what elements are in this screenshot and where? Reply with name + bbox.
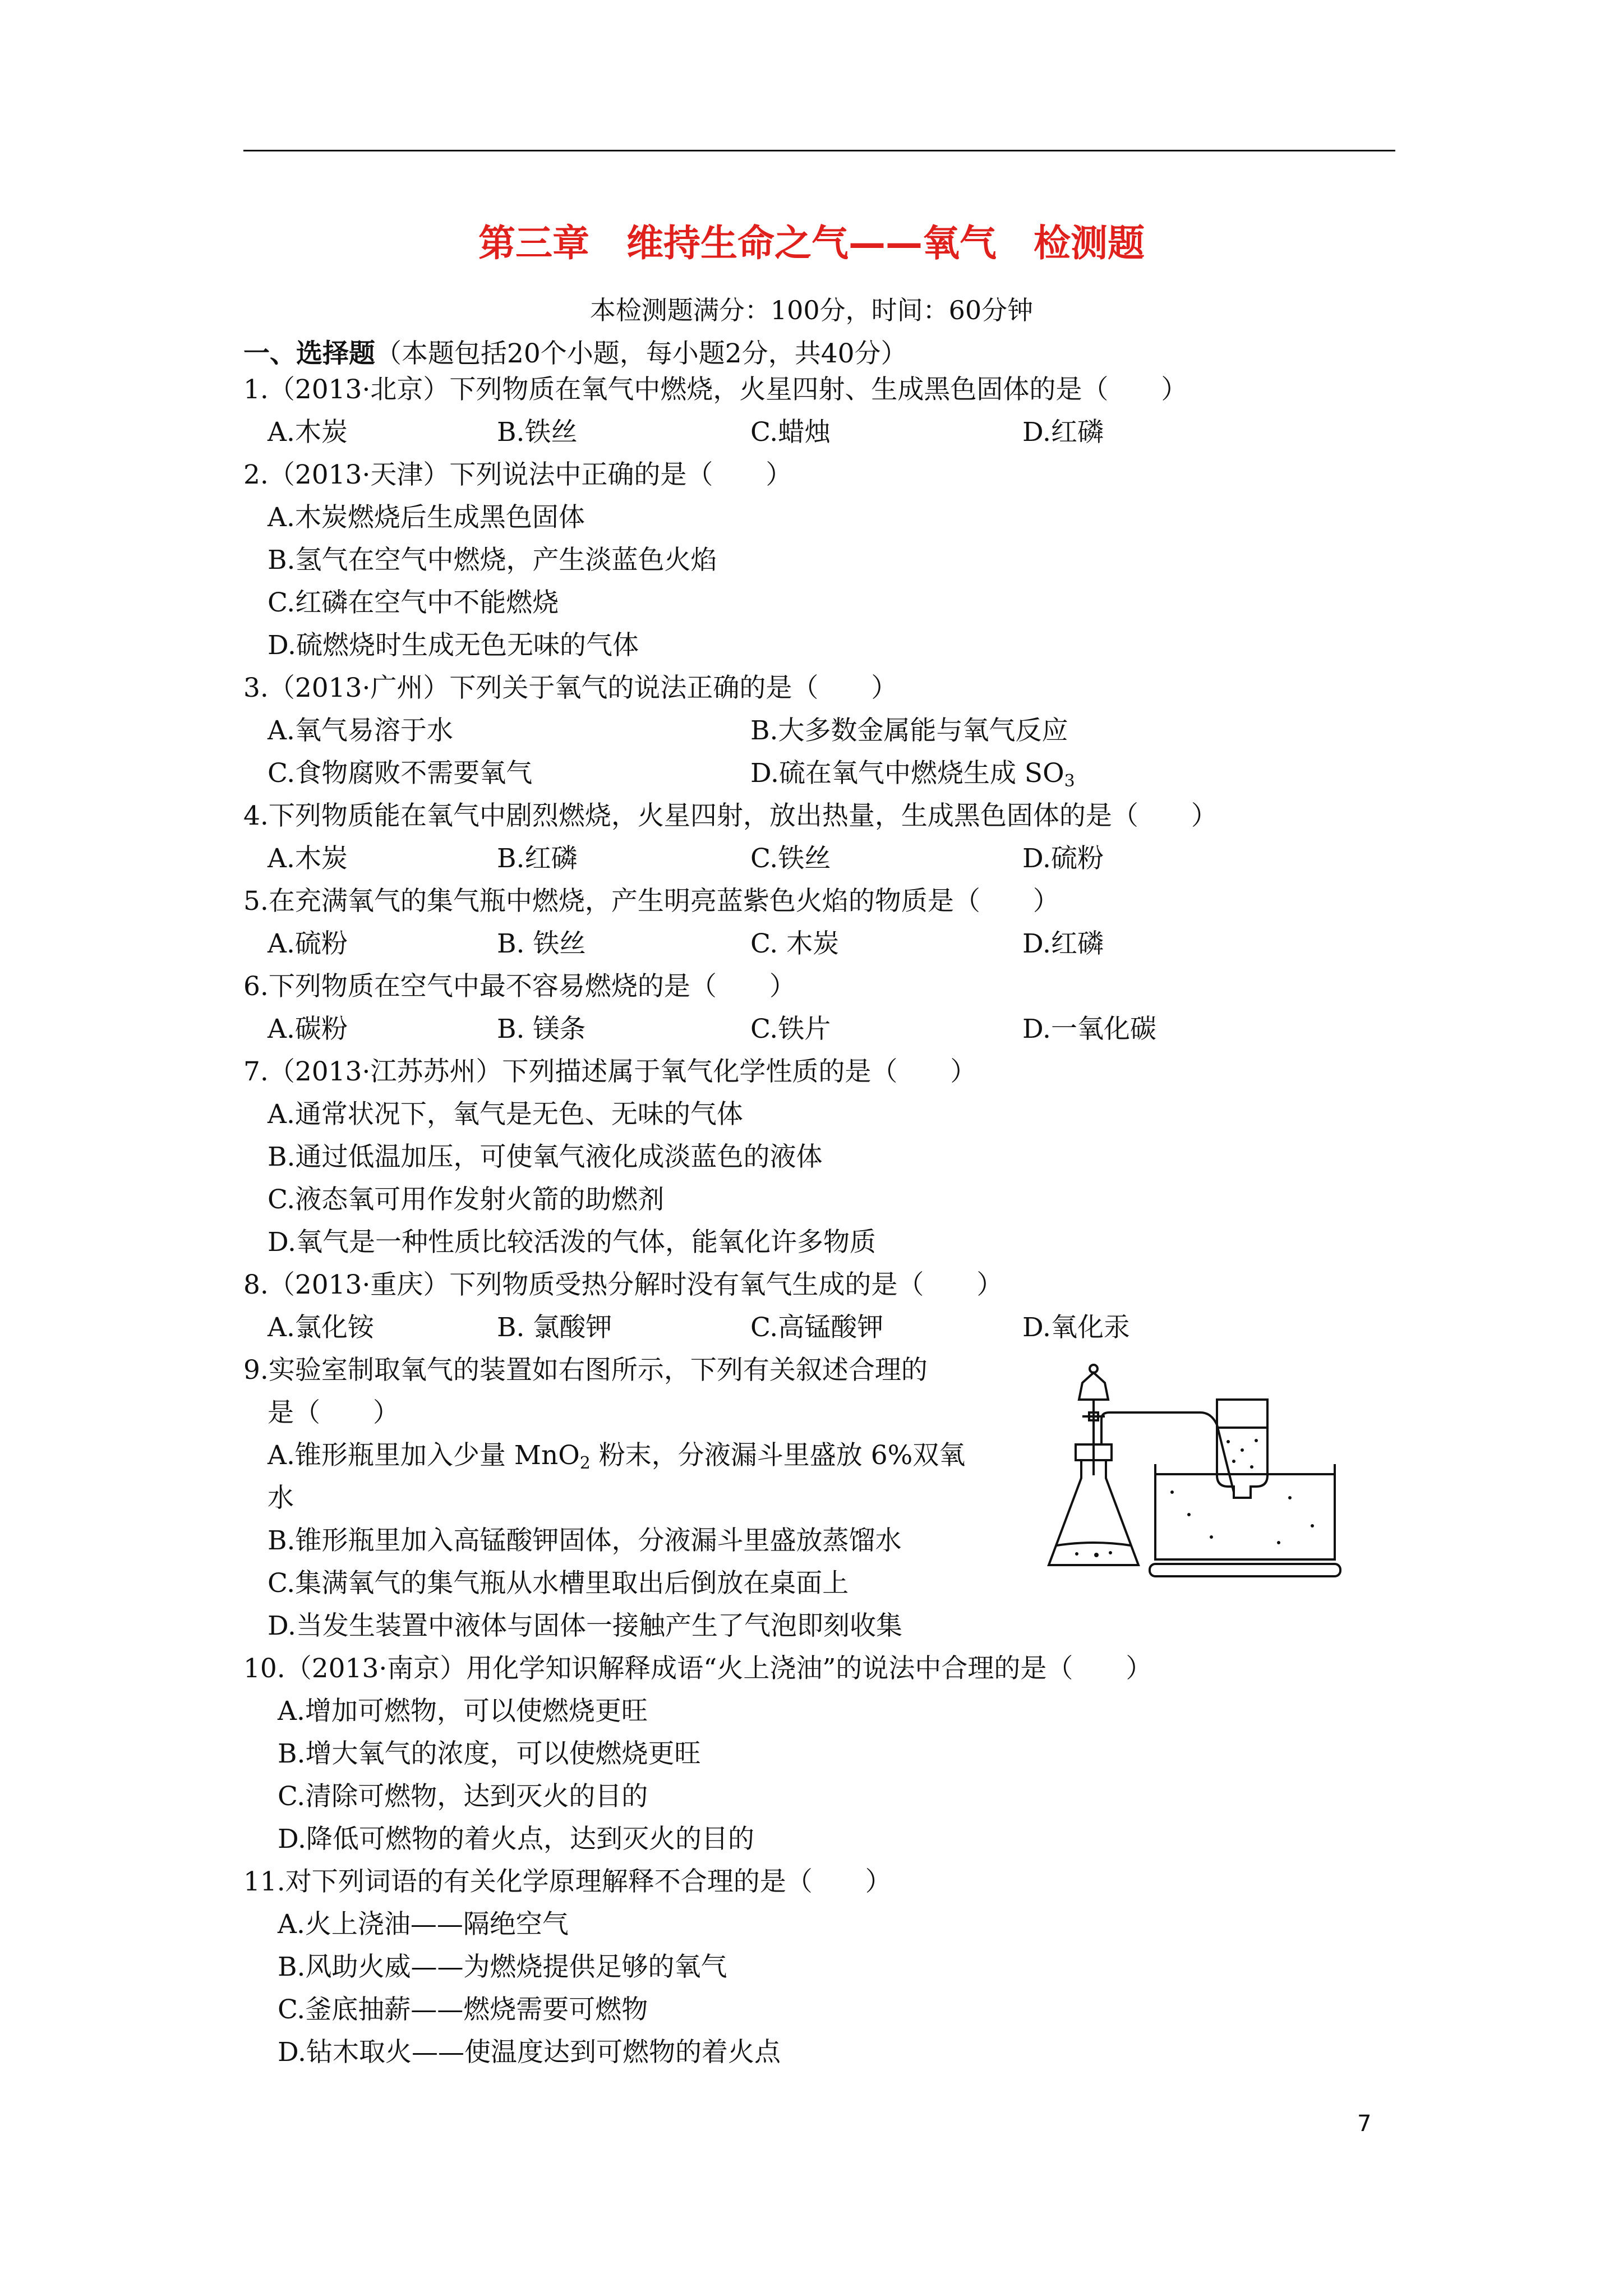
question-3-option-a: A.氧气易溶于水 — [268, 715, 453, 746]
question-1-option-d: D.红磷 — [1022, 417, 1104, 448]
question-10-option-a: A.增加可燃物，可以使燃烧更旺 — [278, 1696, 648, 1727]
question-9-option-c: C.集满氧气的集气瓶从水槽里取出后倒放在桌面上 — [268, 1568, 849, 1599]
question-5-option-a: A.硫粉 — [268, 928, 348, 959]
question-9-stem-continued: 是（ ） — [268, 1397, 399, 1428]
question-10-option-c: C.清除可燃物，达到灭火的目的 — [278, 1781, 648, 1812]
question-1-stem: 1.（2013·北京）下列物质在氧气中燃烧，火星四射、生成黑色固体的是（ ） — [243, 374, 1188, 405]
question-11-option-b: B.风助火威——为燃烧提供足够的氧气 — [278, 1952, 727, 1982]
question-9-option-b: B.锥形瓶里加入高锰酸钾固体，分液漏斗里盛放蒸馏水 — [268, 1525, 902, 1556]
question-9-option-a-subscript: 2 — [579, 1453, 591, 1473]
question-4-stem: 4.下列物质能在氧气中剧烈燃烧，火星四射，放出热量，生成黑色固体的是（ ） — [243, 800, 1218, 831]
separatory-funnel — [1079, 1373, 1108, 1400]
conical-flask — [1049, 1460, 1138, 1565]
question-3-option-d-text: D.硫在氧气中燃烧生成 SO — [750, 758, 1064, 789]
question-9-option-a-text: A.锥形瓶里加入少量 MnO — [268, 1440, 580, 1471]
question-11-option-c: C.釜底抽薪——燃烧需要可燃物 — [278, 1994, 648, 2025]
page-title: 第三章 维持生命之气——氧气 检测题 — [478, 222, 1145, 265]
question-11-option-a: A.火上浇油——隔绝空气 — [278, 1909, 569, 1940]
question-1-option-c: C.蜡烛 — [750, 417, 831, 448]
question-5-stem: 5.在充满氧气的集气瓶中燃烧，产生明亮蓝紫色火焰的物质是（ ） — [243, 886, 1059, 917]
question-3-option-b: B.大多数金属能与氧气反应 — [750, 715, 1068, 746]
flask-liquid-line — [1057, 1543, 1131, 1545]
question-11-stem: 11.对下列词语的有关化学原理解释不合理的是（ ） — [243, 1866, 892, 1897]
question-4-option-b: B.红磷 — [497, 843, 578, 874]
question-9-option-a-text-tail: 粉末，分液漏斗里盛放 6%双氧 — [590, 1440, 966, 1471]
page-subtitle: 本检测题满分：100分，时间：60分钟 — [589, 295, 1034, 325]
question-5-option-d: D.红磷 — [1022, 928, 1104, 959]
question-2-option-b: B.氢气在空气中燃烧，产生淡蓝色火焰 — [268, 545, 717, 576]
question-6-option-d: D.一氧化碳 — [1022, 1014, 1156, 1045]
section-note: （本题包括20个小题，每小题2分，共40分） — [375, 338, 907, 369]
question-7-option-d: D.氧气是一种性质比较活泼的气体，能氧化许多物质 — [268, 1227, 876, 1258]
question-7-stem: 7.（2013·江苏苏州）下列描述属于氧气化学性质的是（ ） — [243, 1056, 977, 1087]
oxygen-apparatus-figure — [1043, 1346, 1357, 1593]
question-3-option-d — [750, 757, 1075, 790]
question-3-option-c: C.食物腐败不需要氧气 — [268, 758, 533, 789]
question-6-option-c: C.铁片 — [750, 1014, 831, 1045]
question-2-option-d: D.硫燃烧时生成无色无味的气体 — [268, 630, 639, 661]
question-9-stem: 9.实验室制取氧气的装置如右图所示，下列有关叙述合理的 — [243, 1355, 928, 1386]
question-9-option-a-continued: 水 — [268, 1483, 294, 1513]
question-10-stem: 10.（2013·南京）用化学知识解释成语“火上浇油”的说法中合理的是（ ） — [243, 1653, 1152, 1684]
question-11-option-d: D.钻木取火——使温度达到可燃物的着火点 — [278, 2037, 781, 2068]
question-6-stem: 6.下列物质在空气中最不容易燃烧的是（ ） — [243, 971, 796, 1002]
question-5-option-c: C. 木炭 — [750, 928, 840, 959]
question-10-option-d: D.降低可燃物的着火点，达到灭火的目的 — [278, 1824, 754, 1855]
question-8-option-a: A.氯化铵 — [268, 1312, 374, 1343]
page-number: 7 — [1357, 2111, 1372, 2137]
question-9-option-a — [268, 1439, 965, 1473]
question-8-option-b: B. 氯酸钾 — [497, 1312, 612, 1343]
question-8-option-c: C.高锰酸钾 — [750, 1312, 884, 1343]
section-heading — [243, 333, 907, 370]
question-5-option-b: B. 铁丝 — [497, 928, 586, 959]
question-6-option-b: B. 镁条 — [497, 1014, 586, 1045]
header-rule — [243, 150, 1395, 151]
question-7-option-b: B.通过低温加压，可使氧气液化成淡蓝色的液体 — [268, 1142, 823, 1172]
question-7-option-c: C.液态氧可用作发射火箭的助燃剂 — [268, 1184, 665, 1215]
question-1-option-b: B.铁丝 — [497, 417, 578, 448]
water-trough — [1155, 1464, 1335, 1559]
question-4-option-d: D.硫粉 — [1022, 843, 1104, 874]
section-title: 一、选择题 — [243, 338, 375, 369]
question-2-stem: 2.（2013·天津）下列说法中正确的是（ ） — [243, 459, 792, 490]
trough-base — [1150, 1564, 1340, 1576]
question-2-option-a: A.木炭燃烧后生成黑色固体 — [268, 502, 585, 533]
delivery-tube — [1101, 1412, 1234, 1492]
question-10-option-b: B.增大氧气的浓度，可以使燃烧更旺 — [278, 1738, 701, 1769]
question-8-stem: 8.（2013·重庆）下列物质受热分解时没有氧气生成的是（ ） — [243, 1269, 1003, 1300]
question-4-option-c: C.铁丝 — [750, 843, 831, 874]
question-9-option-d: D.当发生装置中液体与固体一接触产生了气泡即刻收集 — [268, 1611, 902, 1641]
question-8-option-d: D.氧化汞 — [1022, 1312, 1130, 1343]
question-1-option-a: A.木炭 — [268, 417, 348, 448]
question-6-option-a: A.碳粉 — [268, 1014, 348, 1045]
question-7-option-a: A.通常状况下，氧气是无色、无味的气体 — [268, 1099, 743, 1130]
question-4-option-a: A.木炭 — [268, 843, 348, 874]
question-2-option-c: C.红磷在空气中不能燃烧 — [268, 587, 559, 618]
question-3-stem: 3.（2013·广州）下列关于氧气的说法正确的是（ ） — [243, 673, 898, 703]
question-3-option-d-subscript: 3 — [1064, 771, 1075, 791]
